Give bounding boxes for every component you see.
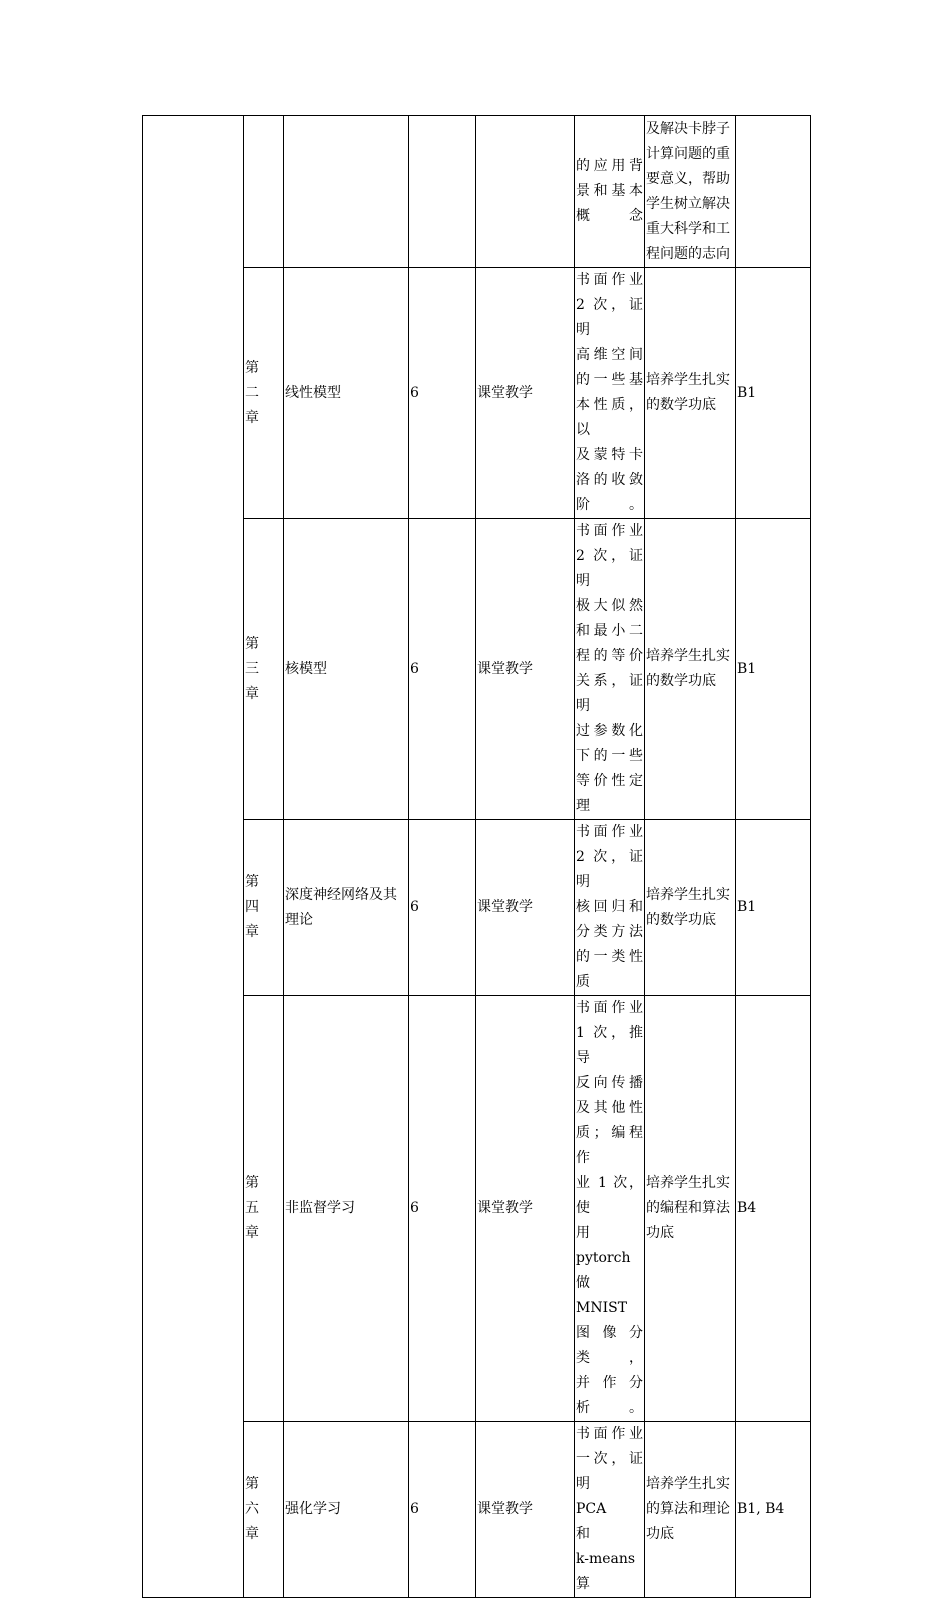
- hours-cell: 6: [409, 1422, 476, 1598]
- support-cell: B1: [736, 268, 811, 519]
- title-cell: 深度神经网络及其 理论: [284, 820, 409, 996]
- goal-cell: 培养学生扎实 的数学功底: [645, 519, 736, 820]
- hours-cell: 6: [409, 268, 476, 519]
- hours-cell: 6: [409, 519, 476, 820]
- title-cell: 核模型: [284, 519, 409, 820]
- syllabus-table: [142, 115, 811, 1598]
- homework-cell: 书面作业 1 次，推导 反向传播 及其他性 质；编程作 业 1 次，使 用 pytorch 做 MNIST 图像分类， 并作分析。: [575, 996, 645, 1422]
- chapter-cell: 第 三 章: [244, 519, 284, 820]
- hours-cell: [409, 116, 476, 268]
- table-row: [143, 116, 811, 268]
- table-row: [143, 996, 811, 1422]
- merged-empty-cell: [143, 116, 244, 1598]
- goal-cell: 及解决卡脖子 计算问题的重 要意义，帮助 学生树立解决 重大科学和工 程问题的志向: [645, 116, 736, 268]
- support-cell: B1: [736, 820, 811, 996]
- method-cell: 课堂教学: [476, 268, 575, 519]
- chapter-cell: 第 四 章: [244, 820, 284, 996]
- support-cell: B4: [736, 996, 811, 1422]
- chapter-cell: 第 六 章: [244, 1422, 284, 1598]
- title-cell: 非监督学习: [284, 996, 409, 1422]
- homework-cell: 书面作业 一次，证明 PCA 和 k-means 算: [575, 1422, 645, 1598]
- homework-cell: 书面作业 2 次，证明 极大似然 和最小二 程的等价 关系，证明 过参数化 下的一些 等价性定 理: [575, 519, 645, 820]
- table-row: [143, 268, 811, 519]
- hours-cell: 6: [409, 820, 476, 996]
- method-cell: 课堂教学: [476, 996, 575, 1422]
- homework-cell: 书面作业 2 次，证明 核回归和 分类方法 的一类性 质: [575, 820, 645, 996]
- homework-cell: 书面作业 2 次，证明 高维空间 的一些基 本性质，以 及蒙特卡 洛的收敛 阶。: [575, 268, 645, 519]
- chapter-cell: 第 二 章: [244, 268, 284, 519]
- goal-cell: 培养学生扎实 的数学功底: [645, 820, 736, 996]
- title-cell: 强化学习: [284, 1422, 409, 1598]
- table-row: [143, 820, 811, 996]
- chapter-cell: [244, 116, 284, 268]
- table-row: [143, 1422, 811, 1598]
- support-cell: B1, B4: [736, 1422, 811, 1598]
- table-row: [143, 519, 811, 820]
- support-cell: [736, 116, 811, 268]
- support-cell: B1: [736, 519, 811, 820]
- method-cell: 课堂教学: [476, 820, 575, 996]
- goal-cell: 培养学生扎实 的编程和算法 功底: [645, 996, 736, 1422]
- title-cell: 线性模型: [284, 268, 409, 519]
- hours-cell: 6: [409, 996, 476, 1422]
- method-cell: [476, 116, 575, 268]
- goal-cell: 培养学生扎实 的数学功底: [645, 268, 736, 519]
- method-cell: 课堂教学: [476, 1422, 575, 1598]
- chapter-cell: 第 五 章: [244, 996, 284, 1422]
- homework-cell: 的应用背 景和基本 概念: [575, 116, 645, 268]
- goal-cell: 培养学生扎实 的算法和理论 功底: [645, 1422, 736, 1598]
- method-cell: 课堂教学: [476, 519, 575, 820]
- title-cell: [284, 116, 409, 268]
